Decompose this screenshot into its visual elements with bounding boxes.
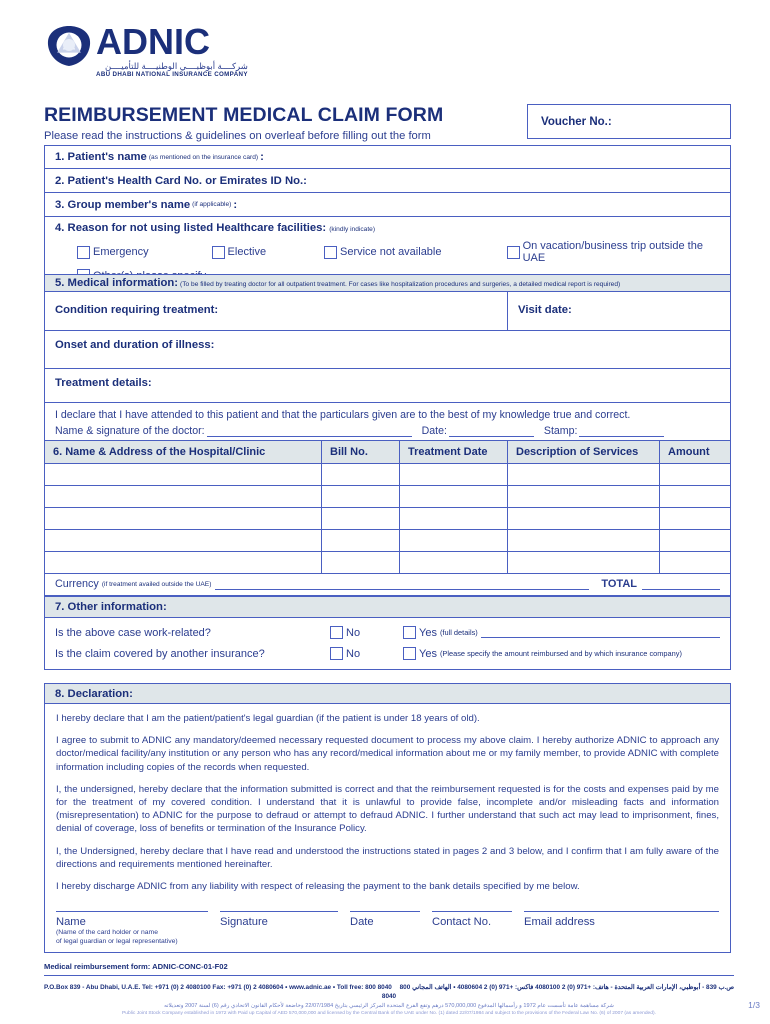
identity-fields [44, 145, 731, 217]
declaration-body [44, 704, 731, 953]
condition-field[interactable] [45, 292, 508, 330]
reason-option-service-label: Service not available [339, 246, 442, 258]
claim-table-body [45, 464, 731, 574]
claim-table [44, 440, 731, 574]
cell-hospital[interactable] [45, 486, 322, 508]
cell-description[interactable] [508, 552, 660, 574]
cell-description[interactable] [508, 464, 660, 486]
cell-description[interactable] [508, 530, 660, 552]
reason-section-note: (kindly indicate) [329, 226, 376, 233]
footer-divider [44, 975, 734, 976]
health-card-label: 2. Patient's Health Card No. or Emirates ID No.: [55, 174, 307, 187]
page-title: REIMBURSEMENT MEDICAL CLAIM FORM [44, 104, 444, 126]
visit-date-field[interactable] [508, 292, 730, 330]
signature-field-contact[interactable] [432, 911, 512, 946]
cell-bill-no[interactable] [322, 508, 400, 530]
cell-treatment-date[interactable] [400, 486, 508, 508]
signature-note-name-2: of legal guardian or legal representative) [56, 938, 178, 946]
footer-contact-line [44, 983, 734, 1001]
logo-english-tagline: ABU DHABI NATIONAL INSURANCE COMPANY [96, 71, 248, 78]
signature-label-name: Name [56, 916, 86, 929]
group-member-row[interactable] [44, 193, 731, 217]
doctor-date-label: Date: [421, 425, 447, 437]
onset-field[interactable] [44, 331, 731, 369]
declaration-paragraph: I hereby discharge ADNIC from any liability with respect of releasing the payment to the bank details specified by me below. [56, 881, 580, 893]
cell-hospital[interactable] [45, 464, 322, 486]
group-member-note: (if applicable) [192, 201, 232, 208]
signature-label-contact: Contact No. [432, 916, 492, 929]
table-row[interactable] [45, 508, 731, 530]
work-related-question [55, 626, 720, 639]
doctor-stamp-input[interactable] [579, 426, 664, 437]
work-related-yes-note: (full details) [439, 628, 478, 637]
signature-field-date[interactable] [350, 911, 420, 946]
condition-label: Condition requiring treatment: [55, 304, 219, 316]
cell-bill-no[interactable] [322, 552, 400, 574]
signature-field-signature[interactable] [220, 911, 338, 946]
another-insurance-no-label: No [346, 647, 361, 660]
signature-line-name[interactable] [56, 911, 208, 912]
other-info-body [44, 618, 731, 670]
work-related-no-label: No [346, 626, 361, 639]
signature-line-email[interactable] [524, 911, 719, 912]
medical-section-title: 5. Medical information: [55, 277, 179, 289]
reason-option-emergency-label: Emergency [93, 246, 149, 258]
medical-section-note: (To be filled by treating doctor for all outpatient treatment. For cases like hospitalization procedures and surgeries, a detailed medical report is required) [180, 281, 621, 288]
signature-row [56, 911, 719, 946]
treatment-details-label: Treatment details: [55, 377, 152, 389]
treatment-details-field[interactable] [44, 369, 731, 403]
col-description: Description of Services [508, 441, 660, 464]
work-related-text: Is the above case work-related? [55, 626, 211, 639]
another-insurance-text: Is the claim covered by another insurance? [55, 647, 265, 660]
checkbox-work-related-yes[interactable] [403, 626, 416, 639]
group-member-colon: : [233, 198, 238, 211]
signature-note-name-1: (Name of the card holder or name [56, 929, 159, 937]
footer [44, 962, 734, 1017]
group-member-label: 3. Group member's name [55, 198, 191, 211]
footer-legal-english: Public Joint Stock Company established in 1972 with Paid up Capital of AED 570,000,000 and licensed by the Central Bank of the UAE under No. (1) dated 22/07/1984 and subject to the provisions of the Federal Law No. (6) of 2007 (as amended). [122, 1011, 656, 1016]
patient-name-note: (as mentioned on the insurance card) [148, 153, 259, 161]
another-insurance-yes-label: Yes [419, 647, 437, 660]
doctor-date-input[interactable] [449, 426, 534, 437]
adnic-logo [46, 21, 248, 79]
patient-name-label: 1. Patient's name [55, 151, 147, 163]
reason-section-title: 4. Reason for not using listed Healthcare facilities: [55, 222, 327, 234]
cell-description[interactable] [508, 486, 660, 508]
doctor-declaration [44, 403, 731, 442]
signature-field-email[interactable] [524, 911, 719, 946]
cell-treatment-date[interactable] [400, 552, 508, 574]
cell-amount[interactable] [660, 464, 731, 486]
signature-line-date[interactable] [350, 911, 420, 912]
cell-bill-no[interactable] [322, 464, 400, 486]
reason-option-elective[interactable] [212, 246, 324, 259]
claim-table-wrap [44, 440, 731, 596]
checkbox-on-vacation[interactable] [507, 246, 520, 259]
cell-hospital[interactable] [45, 552, 322, 574]
table-row[interactable] [45, 530, 731, 552]
signature-field-name[interactable] [56, 911, 208, 946]
signature-label-signature: Signature [220, 916, 268, 929]
col-bill-no: Bill No. [322, 441, 400, 464]
cell-amount[interactable] [660, 486, 731, 508]
checkbox-elective[interactable] [212, 246, 225, 259]
signature-line-contact[interactable] [432, 911, 512, 912]
declaration-paragraph: I agree to submit to ADNIC any mandatory/deemed necessary requested document to process my above claim. I hereby authorize ADNIC to approach any doctor/medical facility/any institution or any person who has any record/medical information about me or my family member, to provide ADNIC with complete information including copies of the records when requested. [56, 735, 719, 773]
declaration-title: 8. Declaration: [55, 687, 133, 700]
signature-label-date: Date [350, 916, 374, 929]
doctor-signature-row [55, 425, 720, 437]
other-info-title: 7. Other information: [55, 601, 167, 613]
declaration-paragraph: I, the undersigned, hereby declare that the information submitted is correct and that the reimbursement requested is for the costs and expenses paid by me for the treatment of my covered condition. I understand that it is unlawful to provide false, incomplete and/or misleading facts and information (misrepresentation) to ADNIC for the purpose to defraud or attempt to defraud ADNIC. I further understand that such act may lead to imprisonment, fines, denial of coverage, loss of benefits or termination of the Insurance Policy. [56, 783, 719, 835]
work-related-yes-label: Yes [419, 626, 437, 639]
total-input[interactable] [642, 579, 720, 590]
col-hospital: 6. Name & Address of the Hospital/Clinic [45, 441, 322, 464]
claim-table-header-row [45, 441, 731, 464]
checkbox-work-related-no[interactable] [330, 626, 343, 639]
cell-amount[interactable] [660, 552, 731, 574]
visit-date-label: Visit date: [518, 304, 572, 316]
condition-visit-row [44, 292, 731, 331]
declaration-header [44, 683, 731, 704]
declaration-section [44, 683, 731, 953]
table-row[interactable] [45, 464, 731, 486]
other-info-section [44, 596, 731, 670]
footer-legal-arabic: شركة مساهمة عامة تأسست عام 1972 و رأسمالها المدفوع 570,000,000 درهم وتقع الفرع المتحدة المركز الرئيسي بتاريخ 22/07/1984 وخاضعة لأحكام القانون الاتحادي رقم (6) لسنة 2007 وتعديلاته [164, 1003, 614, 1009]
table-row[interactable] [45, 552, 731, 574]
currency-input[interactable] [215, 579, 589, 590]
voucher-no-field[interactable] [527, 104, 731, 139]
page-title-block [44, 104, 443, 143]
currency-label: Currency [55, 578, 99, 590]
cell-amount[interactable] [660, 508, 731, 530]
cell-description[interactable] [508, 508, 660, 530]
patient-name-row[interactable] [44, 145, 731, 169]
footer-contact-english: P.O.Box 839 - Abu Dhabi, U.A.E. Tel: +971 (0) 2 4080100 Fax: +971 (0) 2 4080604 • www.adnic.ae • Toll free: 800 8040 [44, 984, 392, 991]
logo-wordmark: ADNIC [96, 21, 210, 62]
cell-amount[interactable] [660, 530, 731, 552]
another-insurance-yes-note: (Please specify the amount reimbursed and by which insurance company) [439, 649, 682, 658]
page-number: 1/3 [748, 1000, 760, 1010]
currency-total-row [44, 573, 731, 596]
cell-bill-no[interactable] [322, 530, 400, 552]
doctor-declaration-text: I declare that I have attended to this patient and that the particulars given are to the best of my knowledge true and correct. [55, 409, 631, 421]
cell-treatment-date[interactable] [400, 530, 508, 552]
checkbox-emergency[interactable] [77, 246, 90, 259]
medical-section [44, 274, 731, 442]
patient-name-colon: : [260, 151, 264, 163]
doctor-name-input[interactable] [207, 426, 412, 437]
reason-options-row [55, 240, 720, 264]
onset-label: Onset and duration of illness: [55, 339, 215, 351]
cell-treatment-date[interactable] [400, 464, 508, 486]
total-label: TOTAL [601, 578, 637, 590]
medical-section-header [44, 274, 731, 292]
checkbox-service-not-available[interactable] [324, 246, 337, 259]
reason-option-elective-label: Elective [227, 246, 267, 258]
signature-label-email: Email address [524, 916, 595, 929]
cell-treatment-date[interactable] [400, 508, 508, 530]
reason-option-emergency[interactable] [77, 246, 212, 259]
col-amount: Amount [660, 441, 731, 464]
reason-option-on-vacation[interactable] [507, 240, 720, 264]
cell-hospital[interactable] [45, 508, 322, 530]
page-subtitle: Please read the instructions & guidelines on overleaf before filling out the form [44, 130, 431, 142]
declaration-paragraph: I hereby declare that I am the patient/patient's legal guardian (if the patient is under 18 years of old). [56, 713, 480, 724]
col-treatment-date: Treatment Date [400, 441, 508, 464]
declaration-paragraph: I, the Undersigned, hereby declare that I have read and understood the instructions stated in pages 2 and 3 below, and I confirm that I am fully aware of the directions and requirements mentioned hereinafter. [56, 845, 719, 870]
reason-option-service-not-available[interactable] [324, 246, 507, 259]
footer-contact-arabic: ص.ب 839 - أبوظبي، الإمارات العربية المتحدة - هاتف: +971 (0) 2 4080100 فاكس: +971 (0) 2 4080604 • الهاتف المجاني 800 8040 [381, 984, 734, 1000]
cell-hospital[interactable] [45, 530, 322, 552]
another-insurance-question [55, 647, 720, 660]
checkbox-another-insurance-no[interactable] [330, 647, 343, 660]
reason-option-vacation-label: On vacation/business trip outside the UAE [522, 240, 703, 264]
currency-note: (if treatment availed outside the UAE) [101, 580, 212, 588]
signature-line-signature[interactable] [220, 911, 338, 912]
cell-bill-no[interactable] [322, 486, 400, 508]
doctor-name-label: Name & signature of the doctor: [55, 425, 205, 437]
doctor-stamp-label: Stamp: [543, 425, 578, 437]
work-related-detail-input[interactable] [481, 627, 720, 638]
other-info-header [44, 596, 731, 618]
logo-arabic-tagline: شركــــة أبوظبــــي الوطنيــــة للتأميــــن [105, 61, 248, 71]
voucher-no-label: Voucher No.: [541, 115, 612, 128]
adnic-logo-icon [46, 24, 92, 68]
health-card-row[interactable] [44, 169, 731, 193]
checkbox-another-insurance-yes[interactable] [403, 647, 416, 660]
form-code: Medical reimbursement form: ADNIC-CONC-01-F02 [44, 962, 228, 971]
table-row[interactable] [45, 486, 731, 508]
